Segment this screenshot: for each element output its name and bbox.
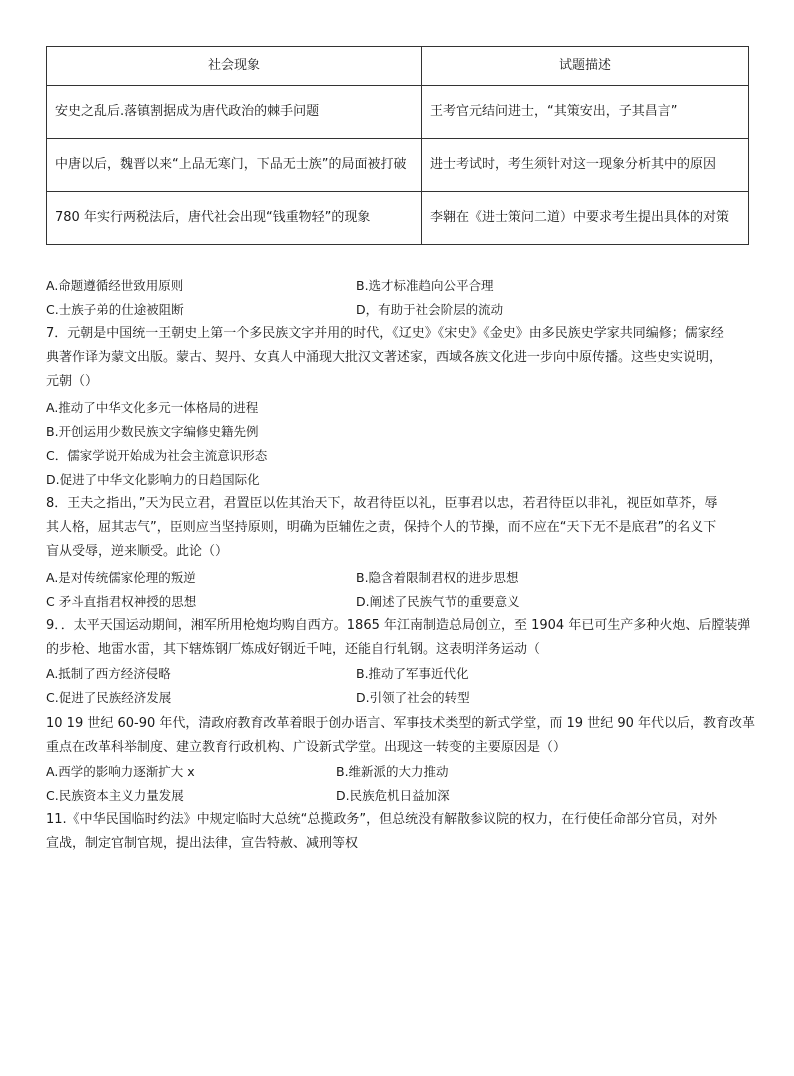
q6-option-d: D，有助于社会阶层的流动 [356, 302, 504, 317]
question-line: 元朝（） [46, 374, 99, 389]
q10-option-a: A.西学的影响力逐渐扩大 x [46, 764, 195, 779]
q10-option-b: B.维新派的大力推动 [336, 764, 449, 779]
q8-option-c: C 矛斗直指君权神授的思想 [46, 594, 197, 609]
table-row [47, 86, 749, 139]
q10-option-c: C.民族资本主义力量发展 [46, 788, 184, 803]
table-cell: 王考官元结问进士，“其策安出，子其昌言” [422, 86, 749, 139]
q7-option-c: C．儒家学说开始成为社会主流意识形态 [46, 448, 268, 463]
q7-option-a: A.推动了中华文化多元一体格局的进程 [46, 400, 259, 415]
question-8 [46, 492, 756, 564]
question-line: 盲从受辱，逆来顺受。此论（） [46, 544, 229, 559]
question-line: 重点在改革科举制度、建立教育行政机构、广设新式学堂。出现这一转变的主要原因是（） [46, 740, 567, 755]
q6-option-c: C.士族子弟的仕途被阻断 [46, 302, 184, 317]
question-line: 的步枪、地雷水雷，其下辖炼钢厂炼成好钢近千吨，还能自行轧钢。这表明洋务运动（ [46, 642, 541, 657]
question-9 [46, 614, 756, 662]
q8-option-b: B.隐含着限制君权的进步思想 [356, 570, 519, 585]
table-cell: 李翱在《进士策问二道）中要求考生提出具体的对策 [422, 192, 749, 245]
table-cell: 安史之乱后.落镇割据成为唐代政治的棘手问题 [47, 86, 422, 139]
table-cell: 780 年实行两税法后，唐代社会出现“钱重物轻”的现象 [47, 192, 422, 245]
q7-option-b: B.开创运用少数民族文字编修史籍先例 [46, 424, 259, 439]
question-line: 10 19 世纪 60-90 年代，清政府教育改革着眼于创办语言、军事技术类型的新式学堂，而 19 世纪 90 年代以后，教育改革 [46, 716, 756, 731]
q9-option-a: A.抵制了西方经济侵略 [46, 666, 171, 681]
q10-option-d: D.民族危机日益加深 [336, 788, 450, 803]
table-cell: 进士考试时，考生须针对这一现象分析其中的原因 [422, 139, 749, 192]
q6-option-a: A.命题遵循经世致用原则 [46, 278, 184, 293]
q8-option-a: A.是对传统儒家伦理的叛逆 [46, 570, 196, 585]
table-header-phenomenon: 社会现象 [47, 47, 422, 86]
table-row [47, 139, 749, 192]
question-line: 11.《中华民国临时约法》中规定临时大总统“总揽政务”，但总统没有解散参议院的权力，在行使任命部分官员，对外 [46, 812, 718, 827]
question-line: 7．元朝是中国统一王朝史上第一个多民族文字并用的时代，《辽史》《宋史》《金史》由多民族史学家共同编修；儒家经 [46, 326, 724, 341]
question-10 [46, 712, 756, 760]
q9-option-c: C.促进了民族经济发展 [46, 690, 172, 705]
q8-option-d: D.阐述了民族气节的重要意义 [356, 594, 520, 609]
q9-option-b: B.推动了军事近代化 [356, 666, 469, 681]
question-11 [46, 808, 756, 856]
question-line: 其人格，屈其志气”，臣则应当坚持原则，明确为臣辅佐之责，保持个人的节操，而不应在“天下无不是底君”的名义下 [46, 520, 717, 535]
table-cell: 中唐以后，魏晋以来“上品无寒门，下品无士族”的局面被打破 [47, 139, 422, 192]
question-line: 8．王夫之指出，”天为民立君，君置臣以佐其治天下，故君待臣以礼，臣事君以忠，若君待臣以非礼，视臣如草芥，辱 [46, 496, 718, 511]
q6-option-b: B.选才标准趋向公平合理 [356, 278, 494, 293]
question-line: 典著作译为蒙文出版。蒙古、契丹、女真人中涌现大批汉文著述家，西域各族文化进一步向中原传播。这些史实说明， [46, 350, 723, 365]
question-7 [46, 322, 756, 394]
q7-option-d: D.促进了中华文化影响力的日趋国际化 [46, 472, 260, 487]
phenomena-table [46, 46, 749, 245]
q9-option-d: D.引领了社会的转型 [356, 690, 470, 705]
question-line: 9．．太平天国运动期间，湘军所用枪炮均购自西方。1865 年江南制造总局创立，至 1904 年已可生产多种火炮、后膛装弹 [46, 618, 751, 633]
question-line: 宣战，制定官制官规，提出法律，宣告特赦、减刑等权 [46, 836, 359, 851]
table-row [47, 192, 749, 245]
table-header-description: 试题描述 [422, 47, 749, 86]
